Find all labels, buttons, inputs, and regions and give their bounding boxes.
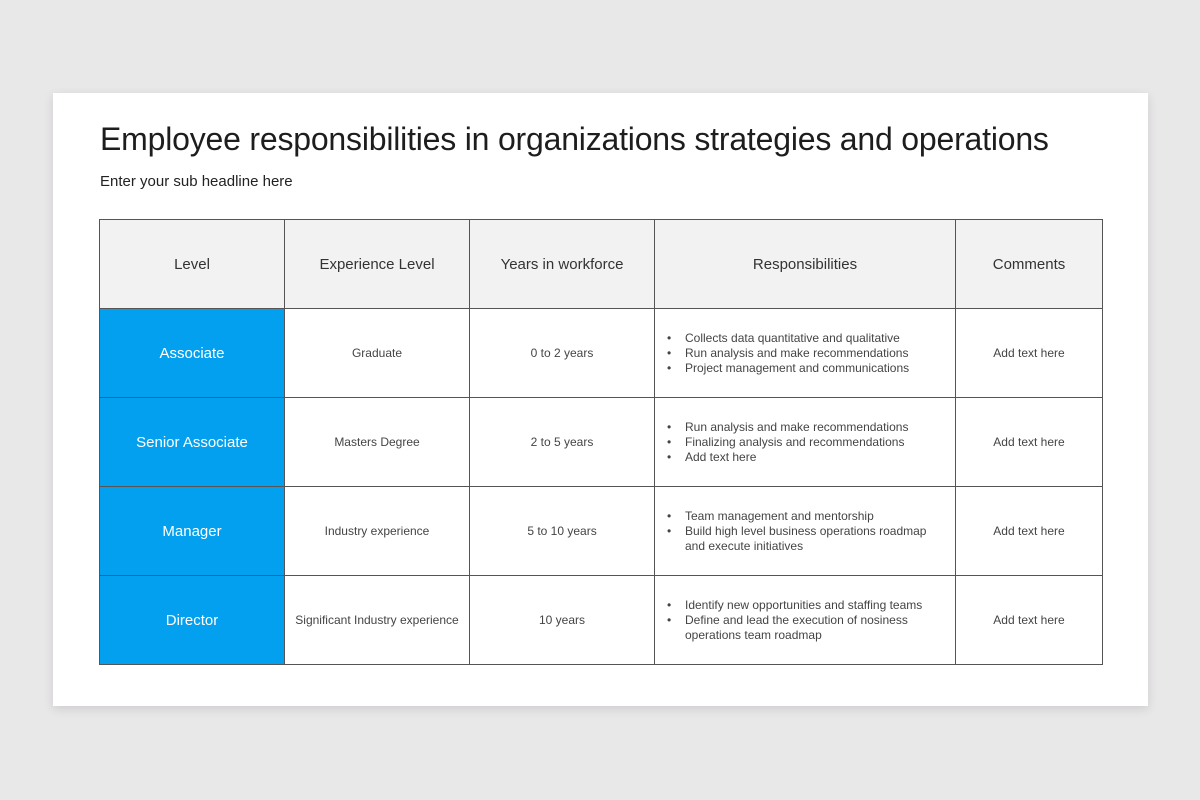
responsibilities-cell <box>655 309 956 398</box>
bullet-icon: • <box>667 419 672 434</box>
bullet-icon: • <box>667 434 672 449</box>
table-row <box>100 487 1103 576</box>
responsibility-text: Finalizing analysis and recommendations <box>685 434 905 449</box>
experience-cell: Industry experience <box>285 487 470 576</box>
list-item <box>667 361 947 376</box>
responsibility-text: Team management and mentorship <box>685 508 874 523</box>
list-item <box>667 346 947 361</box>
responsibility-text: Project management and communications <box>685 360 910 375</box>
years-cell: 10 years <box>470 576 655 665</box>
responsibilities-list <box>667 331 947 376</box>
responsibility-text: Run analysis and make recommendations <box>685 419 909 434</box>
responsibility-text: Run analysis and make recommendations <box>685 345 909 360</box>
bullet-icon: • <box>667 597 672 612</box>
responsibility-text: Build high level business operations roadmap and execute initiatives <box>685 523 927 553</box>
responsibilities-list <box>667 598 947 643</box>
responsibility-text: Collects data quantitative and qualitative <box>685 330 900 345</box>
list-item <box>667 331 947 346</box>
table-row <box>100 576 1103 665</box>
responsibilities-table <box>99 219 1103 665</box>
bullet-icon: • <box>667 360 672 375</box>
comments-cell: Add text here <box>956 398 1103 487</box>
list-item <box>667 450 947 465</box>
responsibilities-list <box>667 509 947 554</box>
comments-cell: Add text here <box>956 309 1103 398</box>
years-cell: 0 to 2 years <box>470 309 655 398</box>
list-item <box>667 509 947 524</box>
responsibilities-list <box>667 420 947 465</box>
years-cell: 5 to 10 years <box>470 487 655 576</box>
responsibility-text: Identify new opportunities and staffing teams <box>685 597 923 612</box>
comments-cell: Add text here <box>956 576 1103 665</box>
bullet-icon: • <box>667 508 672 523</box>
slide-title: Employee responsibilities in organizations strategies and operations <box>100 121 1049 157</box>
comments-cell: Add text here <box>956 487 1103 576</box>
slide <box>53 93 1148 706</box>
bullet-icon: • <box>667 449 672 464</box>
header-responsibilities: Responsibilities <box>655 220 956 309</box>
responsibilities-cell <box>655 576 956 665</box>
table-row <box>100 309 1103 398</box>
years-cell: 2 to 5 years <box>470 398 655 487</box>
level-cell: Manager <box>100 487 285 576</box>
bullet-icon: • <box>667 330 672 345</box>
slide-subtitle: Enter your sub headline here <box>100 173 293 190</box>
level-cell: Senior Associate <box>100 398 285 487</box>
list-item <box>667 420 947 435</box>
responsibility-text: Define and lead the execution of nosiness operations team roadmap <box>685 612 908 642</box>
experience-cell: Masters Degree <box>285 398 470 487</box>
header-level: Level <box>100 220 285 309</box>
list-item <box>667 598 947 613</box>
header-experience-level: Experience Level <box>285 220 470 309</box>
responsibilities-cell <box>655 398 956 487</box>
list-item <box>667 435 947 450</box>
list-item <box>667 524 947 554</box>
table-row <box>100 398 1103 487</box>
bullet-icon: • <box>667 612 672 627</box>
level-cell: Associate <box>100 309 285 398</box>
responsibility-text: Add text here <box>685 449 757 464</box>
bullet-icon: • <box>667 345 672 360</box>
responsibilities-cell <box>655 487 956 576</box>
experience-cell: Significant Industry experience <box>285 576 470 665</box>
table-header-row <box>100 220 1103 309</box>
header-years-in-workforce: Years in workforce <box>470 220 655 309</box>
level-cell: Director <box>100 576 285 665</box>
list-item <box>667 613 947 643</box>
header-comments: Comments <box>956 220 1103 309</box>
experience-cell: Graduate <box>285 309 470 398</box>
bullet-icon: • <box>667 523 672 538</box>
